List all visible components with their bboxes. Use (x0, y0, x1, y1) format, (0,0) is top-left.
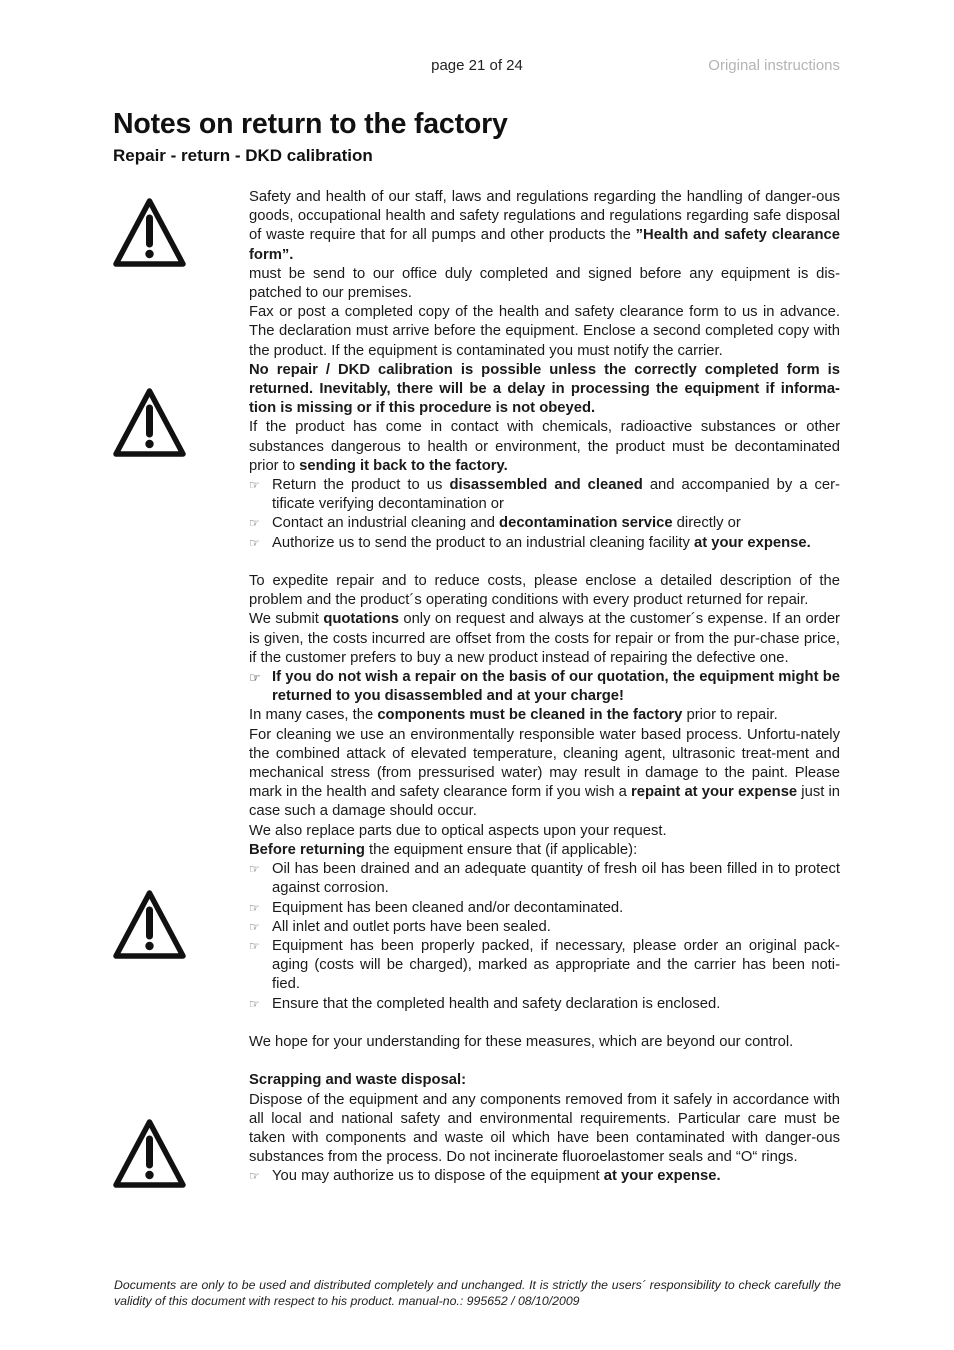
list-item: ☞ If you do not wish a repair on the basis of our quotation, the equipment might be returned to you disassembled and at your charge! (249, 669, 840, 705)
list-item: ☞ Oil has been drained and an adequate quantity of fresh oil has been filled in to protect against corrosion. (249, 861, 840, 897)
list-item: ☞ You may authorize us to dispose of the equipment at your expense. (249, 1167, 840, 1186)
paragraph: We hope for your understanding for these measures, which are beyond our control. (249, 1033, 794, 1050)
paragraph: Safety and health of our staff, laws and regulations regarding the handling of danger-ous goods, occupational health and safety regulations and regulations regarding safe disposal of waste require that for all pumps and other products the ”Health and safety clearance form”. (249, 189, 840, 263)
pointing-hand-icon: ☞ (249, 670, 261, 686)
pointing-hand-icon: ☞ (249, 996, 260, 1011)
pointing-hand-icon: ☞ (249, 478, 260, 493)
original-instructions-label: Original instructions (708, 57, 840, 74)
pointing-hand-icon: ☞ (249, 862, 260, 877)
section-heading: Scrapping and waste disposal: (249, 1072, 467, 1089)
warning-paragraph: No repair / DKD calibration is possible unless the correctly completed form is returned. Inevitably, there will be a delay in processing the equipment if informa-tion is missing or if this procedure is not obeyed. (249, 361, 840, 417)
paragraph: Before returning the equipment ensure that (if applicable): (249, 841, 638, 858)
pointing-hand-icon: ☞ (249, 535, 260, 550)
paragraph: For cleaning we use an environmentally responsible water based process. Unfortu-nately the combined attack of elevated temperature, cleaning agent, ultrasonic treat-ment and mechanical stress (from pressurised water) may result in damage to the paint. Please mark in the health and safety clearance form if you wish a repaint at your expense just in case such a damage should occur. (249, 726, 840, 820)
page-title: Notes on return to the factory (113, 108, 508, 140)
pointing-hand-icon: ☞ (249, 919, 260, 934)
paragraph: We submit quotations only on request and always at the customer´s expense. If an order is given, the costs incurred are offset from the costs for repair or from the pur-chase price, if the customer prefers to buy a new product instead of repairing the defective one. (249, 611, 840, 666)
page-number: page 21 of 24 (431, 57, 523, 74)
pointing-hand-icon: ☞ (249, 1169, 260, 1184)
paragraph: To expedite repair and to reduce costs, please enclose a detailed description of the problem and the product´s operating conditions with every product returned for repair. (249, 573, 840, 609)
paragraph: In many cases, the components must be cleaned in the factory prior to repair. (249, 707, 778, 724)
list-item: ☞ Contact an industrial cleaning and decontamination service directly or (249, 514, 840, 533)
paragraph: must be send to our office duly completed and signed before any equipment is dis-patched to our premises. (249, 265, 840, 302)
pointing-hand-icon: ☞ (249, 900, 260, 915)
warning-triangle-icon (112, 196, 187, 268)
warning-triangle-icon (112, 888, 187, 960)
body-text (249, 188, 840, 1187)
footer-note: Documents are only to be used and distributed completely and unchanged. It is strictly the users´ responsibility to check carefully the validity of this document with respect to his product. manual-no.: 995652 / 08/10/2009 (114, 1278, 841, 1308)
paragraph: Fax or post a completed copy of the health and safety clearance form to us in advance. The declaration must arrive before the equipment. Enclose a second completed copy with the product. If the equipment is contaminated you must notify the carrier. (249, 304, 840, 359)
page-subtitle: Repair - return - DKD calibration (113, 146, 373, 165)
pointing-hand-icon: ☞ (249, 938, 260, 953)
pointing-hand-icon: ☞ (249, 516, 260, 531)
warning-triangle-icon (112, 1117, 187, 1189)
list-item: ☞ Equipment has been properly packed, if necessary, please order an original pack-aging (costs will be charged), marked as appropriate and the carrier has been noti-fied. (249, 937, 840, 993)
list-item: ☞ Ensure that the completed health and safety declaration is enclosed. (249, 995, 840, 1014)
list-item: ☞ Return the product to us disassembled and cleaned and accompanied by a cer-tificate verifying decontamination or (249, 477, 840, 513)
paragraph: We also replace parts due to optical aspects upon your request. (249, 822, 667, 839)
paragraph: Dispose of the equipment and any components removed from it safely in accordance with all local and national safety and environmental requirements. Particular care must be taken with components and waste oil which have been contaminated with danger-ous substances from the process. Do not incinerate fluoroelastomer seals and “O“ rings. (249, 1091, 840, 1166)
paragraph: If the product has come in contact with chemicals, radioactive substances or other substances dangerous to health or environment, the product must be decontaminated prior to sending it back to the factory. (249, 419, 840, 474)
list-item: ☞ Authorize us to send the product to an industrial cleaning facility at your expense. (249, 534, 840, 553)
warning-triangle-icon (112, 386, 187, 458)
list-item: ☞ All inlet and outlet ports have been sealed. (249, 918, 840, 937)
list-item: ☞ Equipment has been cleaned and/or decontaminated. (249, 899, 840, 918)
